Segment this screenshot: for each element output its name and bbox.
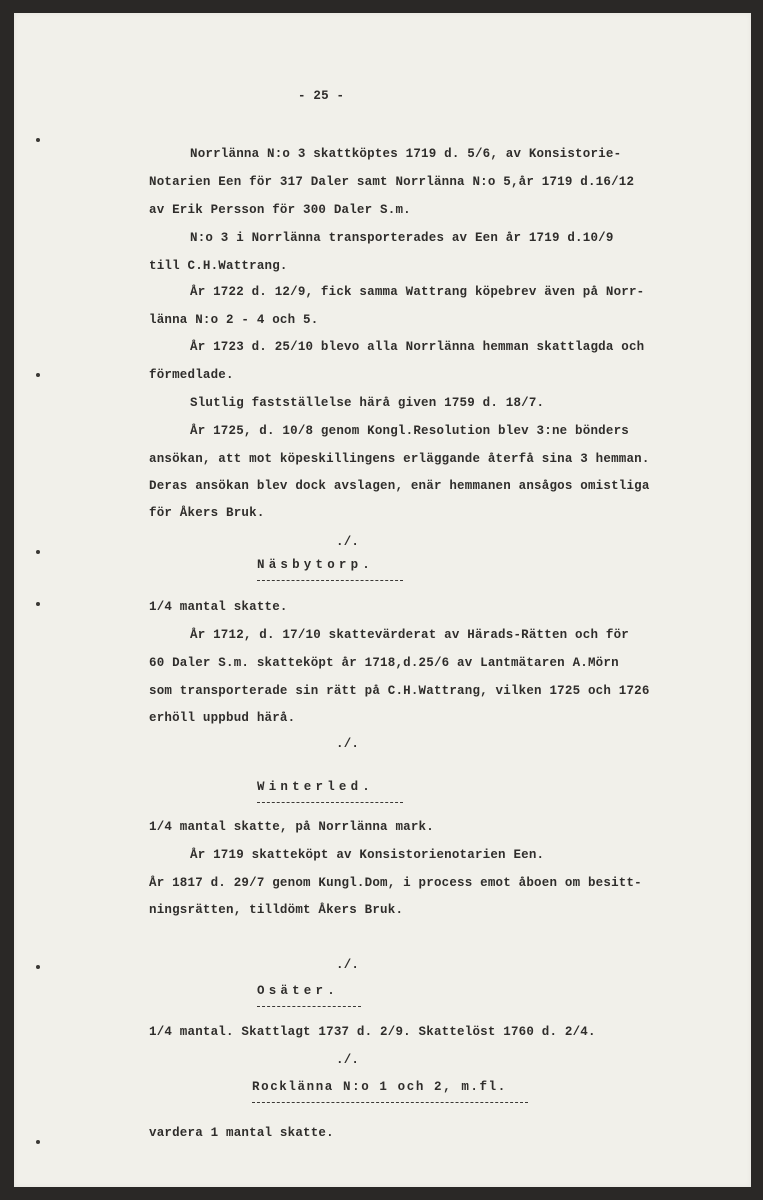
punch-hole-mark xyxy=(36,550,40,554)
text-line: År 1817 d. 29/7 genom Kungl.Dom, i process emot åboen om besitt- xyxy=(149,876,642,890)
text-line: N:o 3 i Norrlänna transporterades av Een år 1719 d.10/9 xyxy=(190,231,614,245)
section-separator: ./. xyxy=(336,737,360,751)
text-line: År 1719 skatteköpt av Konsistorienotarien Een. xyxy=(190,848,545,862)
text-line: förmedlade. xyxy=(149,368,234,382)
document-page xyxy=(14,13,751,1187)
section-heading: Näsbytorp. xyxy=(257,558,375,572)
heading-underline xyxy=(252,1102,528,1103)
text-line: Deras ansökan blev dock avslagen, enär hemmanen ansågos omistliga xyxy=(149,479,650,493)
punch-hole-mark xyxy=(36,373,40,377)
text-line: Norrlänna N:o 3 skattköptes 1719 d. 5/6, av Konsistorie- xyxy=(190,147,622,161)
section-separator: ./. xyxy=(336,1053,360,1067)
text-line: 1/4 mantal skatte, på Norrlänna mark. xyxy=(149,820,434,834)
text-line: Notarien Een för 317 Daler samt Norrlänna N:o 5,år 1719 d.16/12 xyxy=(149,175,635,189)
text-line: ningsrätten, tilldömt Åkers Bruk. xyxy=(149,903,404,917)
text-line: År 1722 d. 12/9, fick samma Wattrang köpebrev även på Norr- xyxy=(190,285,645,299)
text-line: År 1723 d. 25/10 blevo alla Norrlänna hemman skattlagda och xyxy=(190,340,645,354)
text-line: vardera 1 mantal skatte. xyxy=(149,1126,334,1140)
text-line: Slutlig fastställelse härå given 1759 d. 18/7. xyxy=(190,396,545,410)
heading-underline xyxy=(257,580,403,581)
section-heading: Winterled. xyxy=(257,780,375,794)
text-line: 1/4 mantal. Skattlagt 1737 d. 2/9. Skattelöst 1760 d. 2/4. xyxy=(149,1025,596,1039)
punch-hole-mark xyxy=(36,138,40,142)
punch-hole-mark xyxy=(36,1140,40,1144)
punch-hole-mark xyxy=(36,965,40,969)
heading-underline xyxy=(257,802,403,803)
section-heading: Rocklänna N:o 1 och 2, m.fl. xyxy=(252,1080,507,1094)
text-line: länna N:o 2 - 4 och 5. xyxy=(149,313,319,327)
text-line: av Erik Persson för 300 Daler S.m. xyxy=(149,203,411,217)
text-line: 1/4 mantal skatte. xyxy=(149,600,288,614)
text-line: för Åkers Bruk. xyxy=(149,506,265,520)
punch-hole-mark xyxy=(36,602,40,606)
text-line: ansökan, att mot köpeskillingens erläggande återfå sina 3 hemman. xyxy=(149,452,650,466)
text-line: erhöll uppbud härå. xyxy=(149,711,296,725)
section-separator: ./. xyxy=(336,535,360,549)
text-line: 60 Daler S.m. skatteköpt år 1718,d.25/6 av Lantmätaren A.Mörn xyxy=(149,656,619,670)
section-heading: Osäter. xyxy=(257,984,339,998)
text-line: År 1712, d. 17/10 skattevärderat av Härads-Rätten och för xyxy=(190,628,629,642)
text-line: År 1725, d. 10/8 genom Kongl.Resolution blev 3:ne bönders xyxy=(190,424,629,438)
text-line: som transporterade sin rätt på C.H.Wattrang, vilken 1725 och 1726 xyxy=(149,684,650,698)
text-line: till C.H.Wattrang. xyxy=(149,259,288,273)
heading-underline xyxy=(257,1006,361,1007)
page-number: - 25 - xyxy=(298,89,345,103)
section-separator: ./. xyxy=(336,958,360,972)
